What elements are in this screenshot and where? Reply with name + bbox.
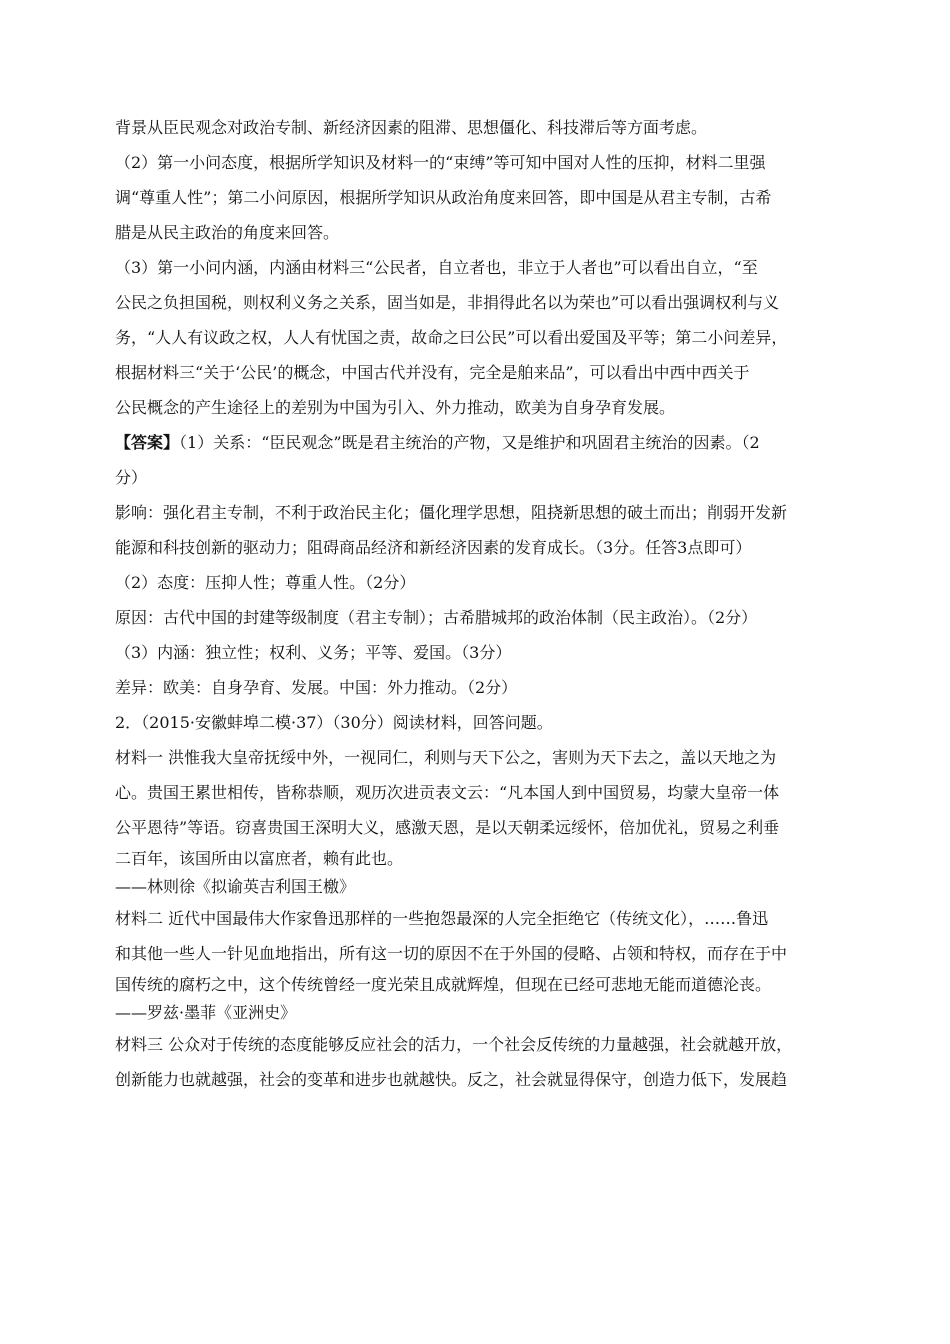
paragraph-line: 根据材料三“关于‘公民’的概念，中国古代并没有，完全是舶来品”，可以看出中西中西关于 — [115, 363, 750, 382]
paragraph-line: 材料三 公众对于传统的态度能够反应社会的活力，一个社会反传统的力量越强，社会就越开放， — [115, 1035, 793, 1054]
paragraph-line: 分） — [115, 468, 148, 487]
paragraph-line: 原因：古代中国的封建等级制度（君主专制）；古希腊城邦的政治体制（民主政治）。（2分） — [115, 608, 758, 627]
paragraph-line: （3）内涵：独立性；权利、义务；平等、爱国。（3分） — [115, 643, 512, 662]
answer-label: 【答案】 — [115, 433, 180, 452]
answer-line — [115, 425, 835, 460]
source-citation: ——罗兹·墨菲《亚洲史》 — [115, 1003, 297, 1022]
paragraph-line: 背景从臣民观念对政治专制、新经济因素的阻滞、思想僵化、科技滞后等方面考虑。 — [115, 118, 708, 137]
paragraph-line: 材料一 洪惟我大皇帝抚绥中外，一视同仁，利则与天下公之，害则为天下去之，盖以天地之为 — [115, 748, 777, 767]
paragraph-line: 材料二 近代中国最伟大作家鲁迅那样的一些抱怨最深的人完全拒绝它（传统文化），……鲁迅 — [115, 909, 769, 928]
paragraph-line: 腊是从民主政治的角度来回答。 — [115, 223, 340, 242]
paragraph-line: 能源和科技创新的驱动力；阻碍商品经济和新经济因素的发育成长。（3分。任答3点即可） — [115, 538, 752, 557]
paragraph-line: 心。贵国王累世相传，皆称恭顺，观历次进贡表文云：“凡本国人到中国贸易，均蒙大皇帝一体 — [115, 783, 780, 802]
source-citation: ——林则徐《拟谕英吉利国王檄》 — [115, 877, 356, 896]
paragraph-line: 二百年，该国所由以富庶者，赖有此也。 — [115, 849, 404, 868]
paragraph-line: 务，“人人有议政之权，人人有忧国之责，故命之曰公民”可以看出爱国及平等；第二小问差异， — [115, 328, 788, 347]
paragraph-line: 公民概念的产生途径上的差别为中国为引入、外力推动，欧美为自身孕育发展。 — [115, 398, 676, 417]
paragraph-line: （2）第一小问态度，根据所学知识及材料一的“束缚”等可知中国对人性的压抑，材料二里强 — [115, 153, 766, 172]
paragraph-line: 公平恩待”等语。窃喜贵国王深明大义，感激天恩，是以天朝柔远绥怀，倍加优礼，贸易之利垂 — [115, 818, 780, 837]
paragraph-line: 差异：欧美：自身孕育、发展。中国：外力推动。（2分） — [115, 678, 518, 697]
question-heading: 2．（2015·安徽蚌埠二模·37）（30分）阅读材料，回答问题。 — [115, 713, 553, 732]
document-body — [115, 110, 835, 1097]
paragraph-line: 和其他一些人一针见血地指出，所有这一切的原因不在于外国的侵略、占领和特权，而存在于中 — [115, 944, 788, 963]
paragraph-line: 影响：强化君主专制，不利于政治民主化；僵化理学思想，阻挠新思想的破土而出；削弱开发新 — [115, 503, 788, 522]
paragraph-line: （3）第一小问内涵，内涵由材料三“公民者，自立者也，非立于人者也”可以看出自立，“至 — [115, 258, 758, 277]
paragraph-line: 公民之负担国税，则权利义务之关系，固当如是，非捐得此名以为荣也”可以看出强调权利与义 — [115, 293, 780, 312]
paragraph-line: 国传统的腐朽之中，这个传统曾经一度光荣且成就辉煌，但现在已经可悲地无能而道德沦丧。 — [115, 975, 772, 994]
paragraph-line: 调“尊重人性”；第二小问原因，根据所学知识从政治角度来回答，即中国是从君主专制，古希 — [115, 188, 772, 207]
paragraph-line: （2）态度：压抑人性；尊重人性。（2分） — [115, 573, 416, 592]
answer-text: （1）关系：“臣民观念”既是君主统治的产物，又是维护和巩固君主统治的因素。（2 — [179, 433, 760, 452]
paragraph-line: 创新能力也就越强，社会的变革和进步也就越快。反之，社会就显得保守，创造力低下，发展趋 — [115, 1070, 788, 1089]
